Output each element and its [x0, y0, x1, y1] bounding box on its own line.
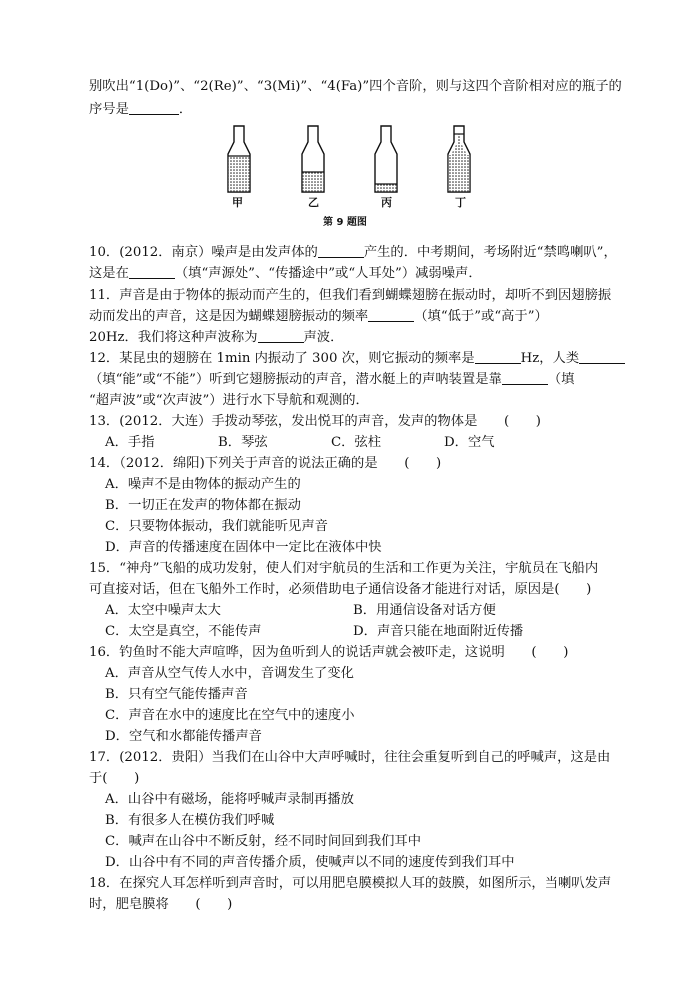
- bottle-jia: [228, 126, 250, 192]
- bottles-figure: [224, 118, 484, 218]
- q18-line1: 18．在探究人耳怎样听到声音时，可以用肥皂膜模拟人耳的鼓膜，如图所示，当喇叭发声: [89, 876, 612, 891]
- figure-caption: 第 9 题图: [323, 217, 367, 228]
- bottle-label-bing: 丙: [381, 196, 392, 209]
- q16-option-a: A．声音从空气传人水中，音调发生了变化: [105, 666, 354, 681]
- q16-option-d: D．空气和水都能传播声音: [105, 729, 262, 744]
- q13-stem: 13．(2012．大连）手拨动琴弦，发出悦耳的声音，发声的物体是 ( ): [89, 414, 541, 429]
- answer-blank: [368, 307, 414, 322]
- q11-line3: 20Hz．我们将这种声波称为 声波．: [89, 330, 344, 345]
- answer-blank: [475, 349, 521, 364]
- answer-blank: [129, 264, 175, 279]
- q12-line2: （填“能”或“不能”）听到它翅膀振动的声音，潜水艇上的声呐装置是靠 （填: [89, 372, 575, 387]
- answer-blank: [258, 328, 304, 343]
- answer-blank: [502, 370, 548, 385]
- bottle-label-ding: 丁: [455, 196, 466, 209]
- bottle-bing: [375, 126, 397, 192]
- q17-option-d: D．山谷中有不同的声音传播介质，使喊声以不同的速度传到我们耳中: [105, 855, 515, 870]
- q17-option-a: A．山谷中有磁场，能将呼喊声录制再播放: [105, 792, 354, 807]
- q14-option-c: C．只要物体振动，我们就能听见声音: [105, 519, 328, 534]
- q14-option-d: D．声音的传播速度在固体中一定比在液体中快: [105, 540, 382, 555]
- q16-option-c: C．声音在水中的速度比在空气中的速度小: [105, 708, 355, 723]
- q17-option-c: C．喊声在山谷中不断反射，经不同时间回到我们耳中: [105, 834, 422, 849]
- bottle-label-yi: 乙: [308, 196, 319, 209]
- q15-option-b: B．用通信设备对话方便: [353, 603, 496, 618]
- q15-option-d: D．声音只能在地面附近传播: [353, 624, 524, 639]
- q15-option-c: C．太空是真空，不能传声: [105, 624, 262, 639]
- q16-option-b: B．只有空气能传播声音: [105, 687, 248, 702]
- bottle-yi: [302, 126, 324, 192]
- q9-text-line1: 别吹出“1(Do)”、“2(Re)”、“3(Mi)”、“4(Fa)”四个音阶，则与这四个音阶相对应的瓶子的: [89, 79, 622, 94]
- q11-line2: 动而发出的声音，这是因为蝴蝶翅膀振动的频率 （填“低于”或“高于”）: [89, 309, 548, 324]
- answer-blank: [579, 349, 625, 364]
- q16-stem: 16．钓鱼时不能大声喧哗，因为鱼听到人的说话声就会被吓走，这说明 ( ): [89, 645, 569, 660]
- q13-option-c: C．弦柱: [331, 435, 382, 450]
- q13-option-d: D．空气: [444, 435, 495, 450]
- q13-option-a: A．手指: [105, 435, 155, 450]
- q15-line1: 15．“神舟”飞船的成功发射，使人们对宇航员的生活和工作更为关注，宇航员在飞船内: [89, 561, 599, 576]
- q12-line3: “超声波”或“次声波”）进行水下导航和观测的．: [89, 393, 369, 408]
- q14-option-a: A．噪声不是由物体的振动产生的: [105, 477, 301, 492]
- q15-line2: 可直接对话，但在飞船外工作时，必须借助电子通信设备才能进行对话，原因是( ): [89, 582, 592, 597]
- q18-line2: 时，肥皂膜将 ( ): [89, 897, 233, 912]
- q10-line1: 10．(2012．南京）噪声是由发声体的 产生的．中考期间，考场附近“禁鸣喇叭”，: [89, 245, 617, 260]
- q11-line1: 11．声音是由于物体的振动而产生的，但我们看到蝴蝶翅膀在振动时，却听不到因翅膀振: [89, 288, 612, 303]
- q12-line1: 12．某昆虫的翅膀在 1min 内振动了 300 次，则它振动的频率是 Hz，人类: [89, 349, 625, 369]
- q17-line2: 于( ): [89, 771, 140, 786]
- q17-option-b: B．有很多人在模仿我们呼喊: [105, 813, 275, 828]
- bottle-ding: [448, 126, 470, 192]
- q15-option-a: A．太空中噪声太大: [105, 603, 221, 618]
- q17-line1: 17．(2012．贵阳）当我们在山谷中大声呼喊时，往往会重复听到自己的呼喊声，这是由: [89, 750, 611, 765]
- answer-blank: [129, 100, 179, 115]
- answer-blank: [318, 243, 364, 258]
- q13-option-b: B．琴弦: [218, 435, 268, 450]
- q14-stem: 14．（2012．绵阳)下列关于声音的说法正确的是 ( ): [89, 456, 442, 471]
- q9-text-line2: 序号是 ．: [89, 102, 193, 117]
- bottle-label-jia: 甲: [232, 196, 243, 209]
- q10-line2: 这是在 （填“声源处”、“传播途中”或“人耳处”）减弱噪声．: [89, 266, 482, 281]
- q14-option-b: B．一切正在发声的物体都在振动: [105, 498, 301, 513]
